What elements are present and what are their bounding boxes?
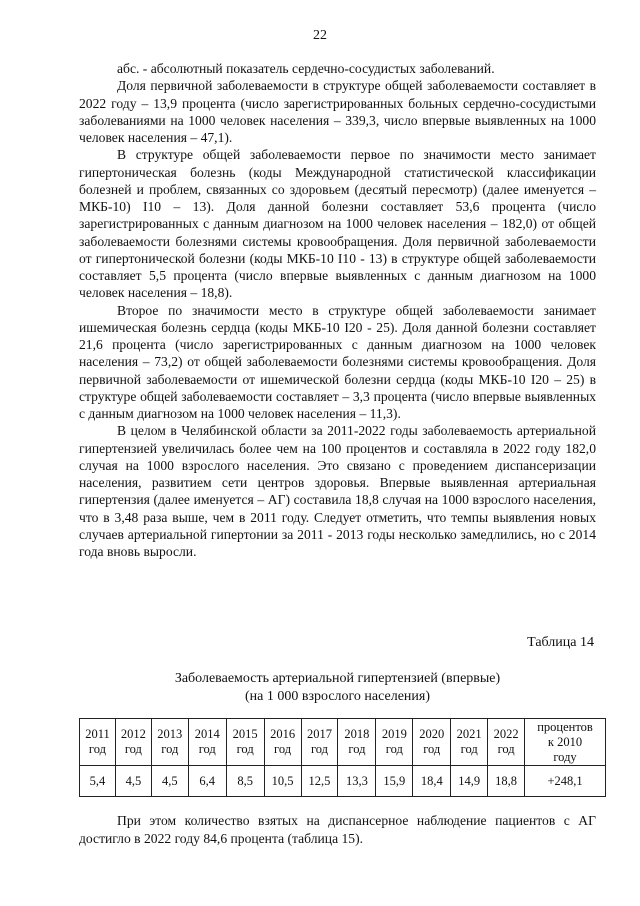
closing-text	[79, 812, 596, 847]
page-number: 22	[313, 28, 327, 43]
header-cell: 2019 год	[376, 719, 413, 766]
incidence-table	[79, 718, 606, 797]
paragraph-abbreviation: абс. - абсолютный показатель сердечно-сосудистых заболеваний.	[117, 61, 495, 76]
value-cell: 14,9	[451, 766, 488, 797]
value-cell: 5,4	[80, 766, 116, 797]
header-cell: 2013 год	[151, 719, 188, 766]
paragraph-primary-share: Доля первичной заболеваемости в структуре общей заболеваемости составляет в 2022 году – 13,9 процента (число зарегистрированных больных сердечно-сосудистыми заболеваниями на 1000 человек населения – 339,3, число впервые выявленных на 1000 человек населения – 47,1).	[79, 78, 596, 145]
header-cell: 2022 год	[488, 719, 525, 766]
header-cell: 2016 год	[264, 719, 301, 766]
table-title-line: Заболеваемость артериальной гипертензией (впервые)	[174, 671, 501, 686]
paragraph-ischemic: Второе по значимости место в структуре общей заболеваемости занимает ишемическая болезнь сердца (коды МКБ-10 I20 - 25). Доля данной болезни составляет 21,6 процента (число зарегистрированных с данным диагнозом на 1000 человек населения – 73,2) от общей заболеваемости болезнями системы кровообращения. Доля первичной заболеваемости от ишемической болезни сердца (коды МКБ-10 I20 – 25) в структуре общей заболеваемости составляет – 3,3 процента (число впервые выявленных с данным диагнозом на 1000 человек населения – 11,3).	[79, 302, 596, 421]
value-cell: 12,5	[301, 766, 338, 797]
value-cell: 8,5	[226, 766, 264, 797]
paragraph-chelyabinsk: В целом в Челябинской области за 2011-2022 годы заболеваемость артериальной гипертензией увеличилась более чем на 100 процентов и составляла в 2022 году 182,0 случая на 1000 взрослого населения. Это связано с проведением диспансеризации населения, развитием сети центров здоровья. Впервые выявленная артериальная гипертензия (далее именуется – АГ) составила 18,8 случая на 1000 взрослого населения, что в 3,48 раза выше, чем в 2011 году. Следует отметить, что темпы выявления новых случаев артериальной гипертонии за 2011 - 2013 годы несколько замедлились, но с 2014 года вновь выросли.	[79, 423, 596, 559]
value-cell: 4,5	[151, 766, 188, 797]
value-cell: 6,4	[188, 766, 226, 797]
value-cell: 18,4	[413, 766, 451, 797]
body-text	[79, 60, 596, 560]
table-title	[79, 670, 596, 706]
value-cell-percent: +248,1	[525, 766, 606, 797]
closing-paragraph: При этом количество взятых на диспансерное наблюдение пациентов с АГ достигло в 2022 году 84,6 процента (таблица 15).	[79, 813, 596, 846]
value-cell: 18,8	[488, 766, 525, 797]
table-subtitle-line: (на 1 000 взрослого населения)	[244, 689, 431, 704]
header-cell: 2020 год	[413, 719, 451, 766]
table-values-row	[80, 766, 606, 797]
header-cell: 2017 год	[301, 719, 338, 766]
header-cell: 2014 год	[188, 719, 226, 766]
table-label: Таблица 14	[527, 635, 594, 650]
value-cell: 10,5	[264, 766, 301, 797]
paragraph-hypertension: В структуре общей заболеваемости первое по значимости место занимает гипертоническая болезнь (коды Международной статистической классификации болезней и проблем, связанных со здоровьем (десятый пересмотр) (далее именуется – МКБ-10) I10 – 13). Доля данной болезни составляет 53,6 процента (число зарегистрированных с данным диагнозом на 1000 человек населения – 182,0) от общей заболеваемости болезнями системы кровообращения. Доля первичной заболеваемости от гипертонической болезни (коды МКБ-10 I10 - 13) в структуре общей заболеваемости составляет 5,5 процента (число впервые выявленных с данным диагнозом на 1000 человек населения – 18,8).	[79, 147, 596, 301]
header-cell-percent: процентов к 2010 году	[525, 719, 606, 766]
value-cell: 4,5	[115, 766, 151, 797]
value-cell: 13,3	[338, 766, 376, 797]
header-cell: 2018 год	[338, 719, 376, 766]
table-header-row	[80, 719, 606, 766]
header-cell: 2015 год	[226, 719, 264, 766]
header-cell: 2011 год	[80, 719, 116, 766]
header-cell: 2012 год	[115, 719, 151, 766]
header-cell: 2021 год	[451, 719, 488, 766]
value-cell: 15,9	[376, 766, 413, 797]
